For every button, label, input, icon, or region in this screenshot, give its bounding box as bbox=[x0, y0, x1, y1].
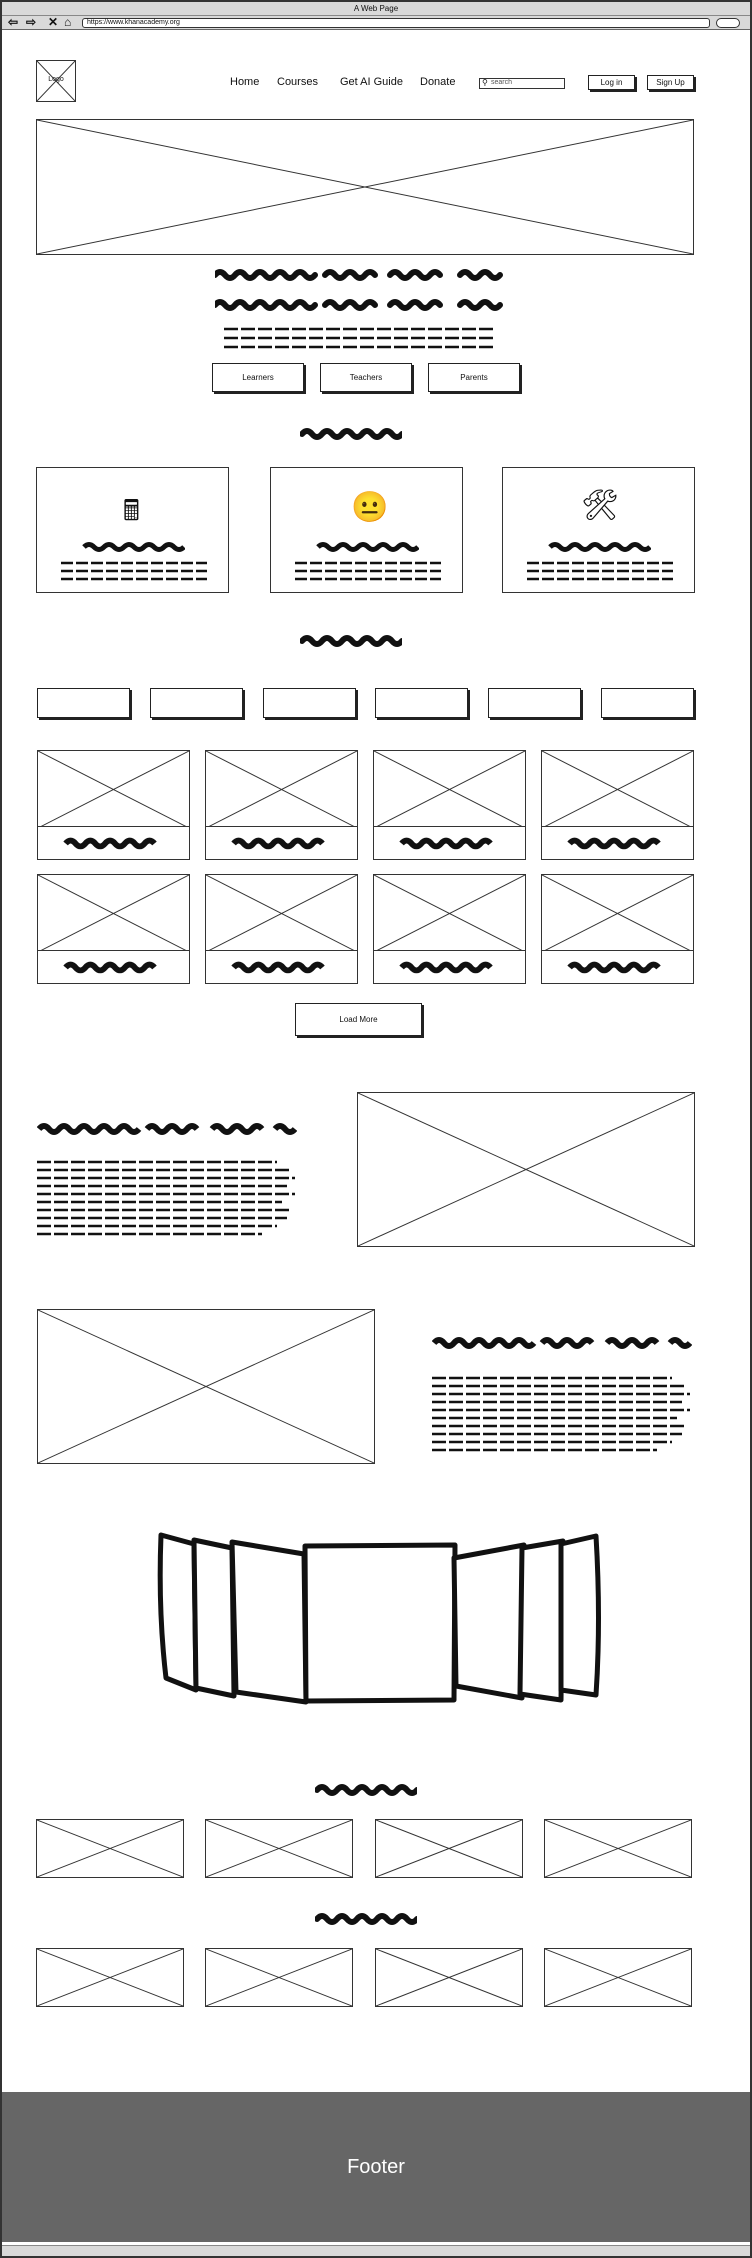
features-heading bbox=[300, 427, 402, 441]
footer bbox=[2, 2092, 750, 2242]
course-card[interactable] bbox=[541, 750, 694, 860]
partner-logo bbox=[375, 1948, 523, 2007]
search-input[interactable] bbox=[479, 78, 565, 89]
course-card[interactable] bbox=[373, 750, 526, 860]
info-paragraph-1 bbox=[37, 1159, 297, 1237]
tools-icon: 🛠 bbox=[581, 489, 620, 522]
learners-button[interactable]: Learners bbox=[212, 363, 304, 392]
course-card[interactable] bbox=[205, 750, 358, 860]
window-title: A Web Page bbox=[353, 4, 399, 13]
partner-logo bbox=[36, 1948, 184, 2007]
nav-donate[interactable]: Donate bbox=[420, 76, 456, 88]
feature-card-2[interactable] bbox=[270, 467, 463, 593]
go-button[interactable] bbox=[716, 18, 740, 28]
partner-logo bbox=[544, 1948, 692, 2007]
partner-logo bbox=[205, 1948, 353, 2007]
partners-heading-1 bbox=[315, 1783, 417, 1797]
course-filter-5[interactable] bbox=[488, 688, 581, 718]
course-card[interactable] bbox=[37, 750, 190, 860]
course-filter-2[interactable] bbox=[150, 688, 243, 718]
feature-card-3[interactable] bbox=[502, 467, 695, 593]
info-heading-2 bbox=[432, 1336, 692, 1350]
info-paragraph-2 bbox=[432, 1375, 692, 1453]
course-filter-3[interactable] bbox=[263, 688, 356, 718]
parents-button[interactable]: Parents bbox=[428, 363, 520, 392]
logo[interactable] bbox=[36, 60, 76, 102]
course-card[interactable] bbox=[373, 874, 526, 984]
course-filter-4[interactable] bbox=[375, 688, 468, 718]
partner-logo bbox=[544, 1819, 692, 1878]
calculator-icon: 🖩 bbox=[123, 495, 140, 526]
nav-home[interactable]: Home bbox=[230, 76, 260, 88]
nav-courses[interactable]: Courses bbox=[277, 76, 318, 88]
login-button[interactable]: Log in bbox=[588, 75, 635, 90]
arrow-left-icon[interactable]: ⇦ bbox=[8, 15, 19, 29]
nav-get-ai-guide[interactable]: Get AI Guide bbox=[340, 76, 403, 88]
info-image-1 bbox=[357, 1092, 695, 1247]
hero-heading-line-1 bbox=[215, 268, 505, 282]
info-image-2 bbox=[37, 1309, 375, 1464]
partner-logo bbox=[36, 1819, 184, 1878]
course-card[interactable] bbox=[37, 874, 190, 984]
thinking-face-icon: 😐 bbox=[351, 491, 389, 524]
partner-logo bbox=[205, 1819, 353, 1878]
window-title-bar bbox=[2, 2, 750, 16]
course-filter-1[interactable] bbox=[37, 688, 130, 718]
teachers-button[interactable]: Teachers bbox=[320, 363, 412, 392]
home-icon[interactable]: ⌂ bbox=[64, 15, 72, 29]
address-bar[interactable]: https://www.khanacademy.org bbox=[82, 18, 710, 28]
feature-card-1[interactable] bbox=[36, 467, 229, 593]
footer-label: Footer bbox=[347, 2156, 405, 2178]
hero-image bbox=[36, 119, 694, 255]
carousel[interactable] bbox=[154, 1530, 604, 1710]
partners-heading-2 bbox=[315, 1912, 417, 1926]
partner-logo bbox=[375, 1819, 523, 1878]
load-more-button[interactable]: Load More bbox=[295, 1003, 422, 1036]
hero-heading-line-2 bbox=[215, 298, 505, 312]
search-icon: ⚲ bbox=[482, 78, 488, 87]
browser-status-bar bbox=[2, 2245, 750, 2256]
courses-heading bbox=[300, 634, 402, 648]
course-card[interactable] bbox=[541, 874, 694, 984]
browser-toolbar bbox=[2, 16, 750, 30]
arrow-right-icon[interactable]: ⇨ bbox=[26, 15, 37, 29]
signup-button[interactable]: Sign Up bbox=[647, 75, 694, 90]
close-icon[interactable]: ✕ bbox=[48, 15, 59, 29]
course-card[interactable] bbox=[205, 874, 358, 984]
search-placeholder: search bbox=[491, 79, 513, 86]
logo-label: Logo bbox=[48, 76, 64, 83]
hero-paragraph bbox=[224, 326, 494, 352]
info-heading-1 bbox=[37, 1122, 297, 1136]
course-filter-6[interactable] bbox=[601, 688, 694, 718]
